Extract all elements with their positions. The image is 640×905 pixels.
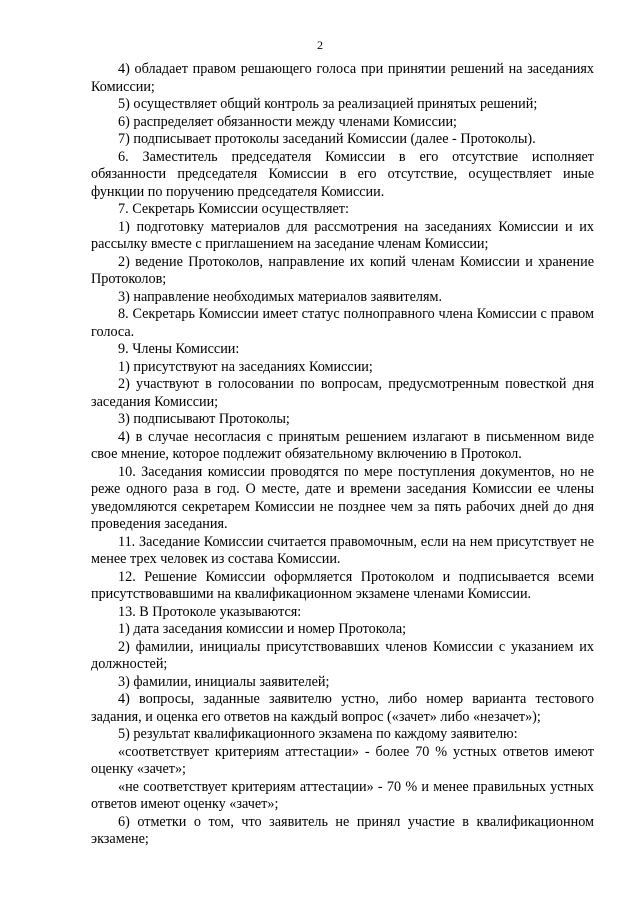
paragraph: 11. Заседание Комиссии считается правомочным, если на нем присутствует не менее трех человек из состава Комиссии.	[91, 533, 594, 567]
paragraph: 9. Члены Комиссии:	[118, 341, 240, 357]
paragraph: 3) подписывают Протоколы;	[118, 411, 290, 427]
paragraph: 5) результат квалификационного экзамена по каждому заявителю:	[118, 726, 518, 742]
paragraph: 4) обладает правом решающего голоса при принятии решений на заседаниях Комиссии;	[91, 61, 594, 95]
document-body	[91, 61, 594, 849]
paragraph: 7) подписывает протоколы заседаний Комиссии (далее - Протоколы).	[118, 131, 536, 147]
paragraph: 12. Решение Комиссии оформляется Протоколом и подписывается всеми присутствовавшими на квалификационном экзамене членами Комиссии.	[91, 568, 594, 602]
paragraph: 2) фамилии, инициалы присутствовавших членов Комиссии с указанием их должностей;	[91, 638, 594, 672]
paragraph: 3) направление необходимых материалов заявителям.	[118, 288, 443, 305]
paragraph: 8. Секретарь Комиссии имеет статус полноправного члена Комиссии с правом голоса.	[91, 306, 594, 340]
paragraph: 4) вопросы, заданные заявителю устно, либо номер варианта тестового задания, и оценка его ответов на каждый вопрос («зачет» либо «незачет»);	[91, 691, 594, 725]
paragraph: 13. В Протоколе указываются:	[118, 603, 302, 620]
paragraph: 6) распределяет обязанности между членами Комиссии;	[118, 113, 457, 130]
paragraph: 1) присутствуют на заседаниях Комиссии;	[118, 358, 373, 375]
paragraph: 1) дата заседания комиссии и номер Протокола;	[118, 621, 407, 637]
paragraph: «не соответствует критериям аттестации» - 70 % и менее правильных устных ответов имеют оценку «зачет»;	[91, 778, 594, 812]
paragraph: 7. Секретарь Комиссии осуществляет:	[118, 201, 349, 217]
paragraph: 1) подготовку материалов для рассмотрения на заседаниях Комиссии и их рассылку вместе с приглашением на заседание членам Комиссии;	[91, 218, 594, 252]
paragraph: 2) участвуют в голосовании по вопросам, предусмотренным повесткой дня заседания Комиссии;	[91, 376, 594, 410]
page-number: 2	[317, 38, 323, 52]
paragraph: 10. Заседания комиссии проводятся по мере поступления документов, но не реже одного раза в год. О месте, дате и времени заседания Комиссии ее члены уведомляются секретарем Комиссии не позднее чем за пять рабочих дней до дня проведения заседания.	[91, 463, 594, 532]
paragraph: 6) отметки о том, что заявитель не принял участие в квалификационном экзамене;	[91, 813, 594, 847]
paragraph: 5) осуществляет общий контроль за реализацией принятых решений;	[118, 96, 538, 112]
paragraph: «соответствует критериям аттестации» - более 70 % устных ответов имеют оценку «зачет»;	[91, 743, 594, 777]
paragraph: 3) фамилии, инициалы заявителей;	[118, 673, 330, 690]
paragraph: 2) ведение Протоколов, направление их копий членам Комиссии и хранение Протоколов;	[91, 253, 594, 287]
paragraph: 4) в случае несогласия с принятым решением излагают в письменном виде свое мнение, которое подлежит обязательному включению в Протокол.	[91, 428, 594, 462]
paragraph: 6. Заместитель председателя Комиссии в его отсутствие исполняет обязанности председателя Комиссии в его отсутствие, осуществляет иные функции по поручению председателя Комиссии.	[91, 148, 594, 200]
